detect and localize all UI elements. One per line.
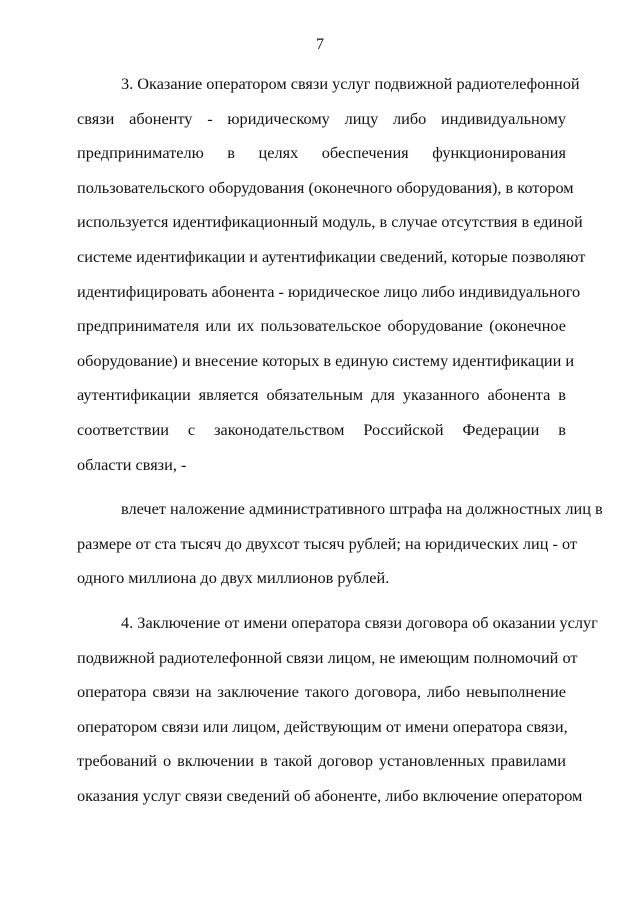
paragraph-4 bbox=[77, 606, 598, 814]
text-line: области связи, - bbox=[77, 454, 187, 474]
text-line: аутентификации является обязательным для указанного абонента в bbox=[77, 385, 566, 405]
text-line: связи абоненту - юридическому лицу либо индивидуальному bbox=[77, 108, 566, 128]
text-line: подвижной радиотелефонной связи лицом, не имеющим полномочий от bbox=[77, 647, 578, 667]
text-line: соответствии с законодательством Российской Федерации в bbox=[77, 419, 566, 439]
text-line: системе идентификации и аутентификации сведений, которые позволяют bbox=[77, 246, 586, 266]
text-line: оказания услуг связи сведений об абоненте, либо включение оператором bbox=[77, 785, 583, 805]
document-body bbox=[77, 67, 603, 813]
text-line: используется идентификационный модуль, в случае отсутствия в единой bbox=[77, 212, 583, 232]
text-line: 4. Заключение от имени оператора связи договора об оказании услуг bbox=[121, 612, 598, 632]
text-line: пользовательского оборудования (оконечного оборудования), в котором bbox=[77, 177, 574, 197]
text-line: предпринимателю в целях обеспечения функционирования bbox=[77, 143, 566, 163]
text-line: размере от ста тысяч до двухсот тысяч рублей; на юридических лиц - от bbox=[77, 533, 578, 553]
page-number: 7 bbox=[316, 36, 324, 53]
text-line: одного миллиона до двух миллионов рублей. bbox=[77, 568, 390, 588]
penalty-paragraph bbox=[77, 492, 603, 596]
text-line: требований о включении в такой договор установленных правилами bbox=[77, 751, 566, 771]
text-line: влечет наложение административного штрафа на должностных лиц в bbox=[121, 499, 603, 519]
text-line: идентифицировать абонента - юридическое лицо либо индивидуального bbox=[77, 281, 581, 301]
text-line: 3. Оказание оператором связи услуг подвижной радиотелефонной bbox=[121, 74, 580, 93]
text-line: оператора связи на заключение такого договора, либо невыполнение bbox=[77, 682, 566, 702]
text-line: оператором связи или лицом, действующим от имени оператора связи, bbox=[77, 716, 568, 736]
text-line: оборудование) и внесение которых в единую систему идентификации и bbox=[77, 350, 575, 370]
text-line: предпринимателя или их пользовательское оборудование (оконечное bbox=[77, 316, 566, 336]
paragraph-3 bbox=[77, 67, 586, 482]
